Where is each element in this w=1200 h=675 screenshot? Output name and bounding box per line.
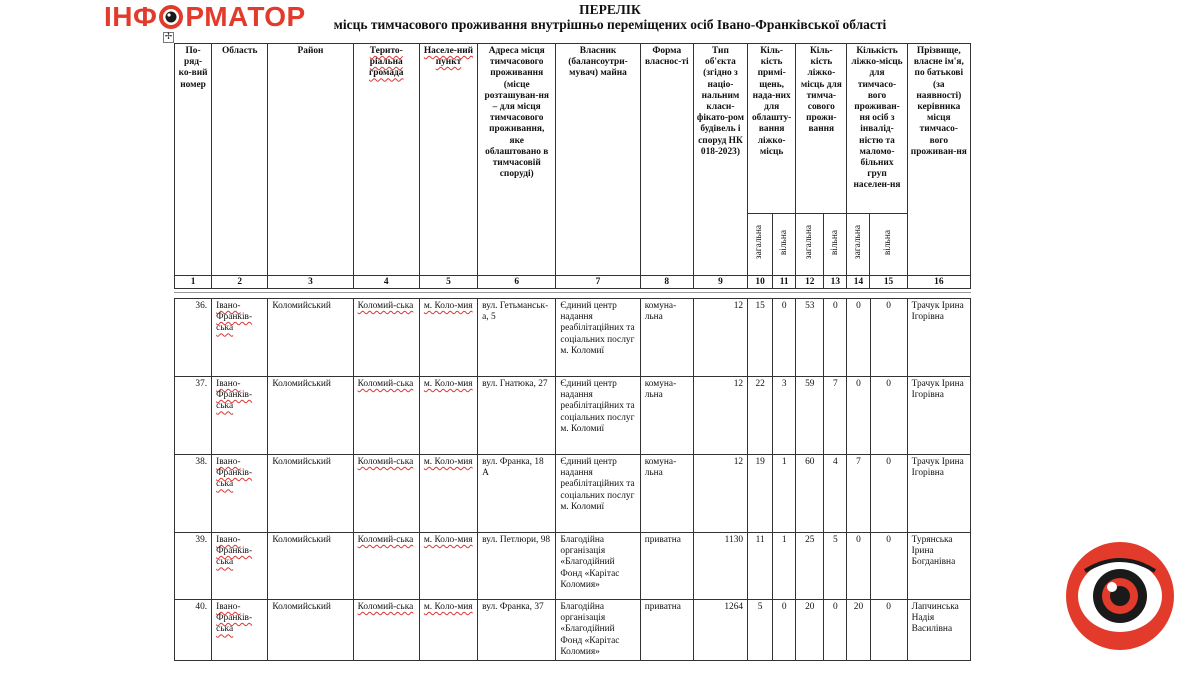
row-disabled-free: 0: [870, 377, 907, 455]
row-district: Коломийський: [268, 299, 353, 377]
subheader-disabled-free: вільна: [870, 214, 907, 276]
col-header-ownership: Форма власнос-ті: [640, 44, 693, 276]
subheader-beds-total: загальна: [796, 214, 824, 276]
col-number-8: 8: [640, 276, 693, 289]
row-rooms-free: 0: [773, 299, 796, 377]
row-head: Трачук Ірина Ігорівна: [907, 299, 970, 377]
row-rooms-total: 5: [748, 600, 773, 661]
row-beds-total: 20: [796, 600, 824, 661]
col-header-region: Область: [212, 44, 268, 276]
subheader-beds-free: вільна: [824, 214, 847, 276]
col-header-hromada: Терито-ріальна громада: [353, 44, 419, 276]
row-ownership: комуна-льна: [640, 299, 693, 377]
row-district: Коломийський: [268, 455, 353, 533]
row-region: Івано-Франків-ська: [212, 299, 268, 377]
row-head: Лапчинська Надія Василівна: [907, 600, 970, 661]
subheader-rooms-free: вільна: [773, 214, 796, 276]
col-header-address: Адреса місця тимчасового проживання (місце розташуван-ня – для місця тимчасового проживання, яке облаштовано в тимчасовій споруді): [478, 44, 556, 276]
row-hromada: Коломий-ська: [353, 377, 419, 455]
brand-text-left: ІНФ: [104, 1, 158, 32]
row-number: 38.: [175, 455, 212, 533]
row-rooms-free: 3: [773, 377, 796, 455]
col-header-district: Район: [268, 44, 353, 276]
table-row: [175, 455, 971, 533]
table-row: [175, 600, 971, 661]
row-beds-total: 25: [796, 533, 824, 600]
document-title: [300, 2, 920, 32]
row-hromada: Коломий-ська: [353, 299, 419, 377]
col-header-disabled-beds: Кількість ліжко-місць для тимчасо-вого проживан-ня осіб з інвалід-ністю та маломо-більних груп населен-ня: [847, 44, 907, 214]
col-number-3: 3: [268, 276, 353, 289]
row-disabled-free: 0: [870, 299, 907, 377]
row-head: Трачук Ірина Ігорівна: [907, 377, 970, 455]
row-disabled-free: 0: [870, 455, 907, 533]
row-beds-total: 60: [796, 455, 824, 533]
row-owner: Єдиний центр надання реабілітаційних та соціальних послуг м. Коломиї: [556, 299, 640, 377]
table-row: [175, 533, 971, 600]
row-object-type: 1264: [693, 600, 747, 661]
row-settlement: м. Коло-мия: [419, 600, 477, 661]
eye-icon: [158, 4, 184, 30]
row-hromada: Коломий-ська: [353, 600, 419, 661]
row-address: вул. Франка, 37: [478, 600, 556, 661]
subheader-rooms-total: загальна: [748, 214, 773, 276]
row-number: 36.: [175, 299, 212, 377]
row-rooms-total: 11: [748, 533, 773, 600]
row-rooms-total: 19: [748, 455, 773, 533]
page-break: [174, 292, 971, 297]
brand-logo: [104, 2, 306, 32]
row-region: Івано-Франків-ська: [212, 533, 268, 600]
row-settlement: м. Коло-мия: [419, 455, 477, 533]
row-district: Коломийський: [268, 377, 353, 455]
row-hromada: Коломий-ська: [353, 455, 419, 533]
col-number-9: 9: [693, 276, 747, 289]
row-rooms-free: 0: [773, 600, 796, 661]
eye-logo-icon: [1065, 541, 1175, 651]
row-number: 37.: [175, 377, 212, 455]
row-ownership: приватна: [640, 533, 693, 600]
brand-text-right: РМАТОР: [185, 1, 306, 32]
row-ownership: комуна-льна: [640, 377, 693, 455]
table-body: [174, 298, 971, 661]
col-number-16: 16: [907, 276, 970, 289]
row-rooms-free: 1: [773, 533, 796, 600]
row-disabled-total: 0: [847, 377, 870, 455]
move-anchor-icon[interactable]: ✢: [164, 32, 173, 42]
row-object-type: 12: [693, 455, 747, 533]
row-owner: Благодійна організація «Благодійний Фонд «Карітас Коломия»: [556, 533, 640, 600]
row-ownership: комуна-льна: [640, 455, 693, 533]
col-header-object-type: Тип об'єкта (згідно з націо-нальним класи-фікато-ром будівель і споруд НК 018-2023): [693, 44, 747, 276]
col-number-2: 2: [212, 276, 268, 289]
row-settlement: м. Коло-мия: [419, 299, 477, 377]
row-rooms-total: 22: [748, 377, 773, 455]
row-region: Івано-Франків-ська: [212, 455, 268, 533]
row-beds-total: 59: [796, 377, 824, 455]
row-beds-free: 0: [824, 299, 847, 377]
col-number-4: 4: [353, 276, 419, 289]
row-address: вул. Гетьманськ-а, 5: [478, 299, 556, 377]
col-number-5: 5: [419, 276, 477, 289]
row-disabled-total: 0: [847, 299, 870, 377]
row-number: 40.: [175, 600, 212, 661]
col-number-10: 10: [748, 276, 773, 289]
row-rooms-free: 1: [773, 455, 796, 533]
row-address: вул. Петлюри, 98: [478, 533, 556, 600]
row-object-type: 12: [693, 377, 747, 455]
row-beds-total: 53: [796, 299, 824, 377]
table-header: [174, 43, 971, 289]
row-settlement: м. Коло-мия: [419, 377, 477, 455]
col-header-rooms: Кіль-кість примі-щень, нада-них для облашту-вання ліжко-місць: [748, 44, 796, 214]
table-row: [175, 299, 971, 377]
row-object-type: 12: [693, 299, 747, 377]
row-beds-free: 5: [824, 533, 847, 600]
row-region: Івано-Франків-ська: [212, 377, 268, 455]
col-header-beds: Кіль-кість ліжко-місць для тимча-сового прожи-вання: [796, 44, 847, 214]
row-disabled-total: 0: [847, 533, 870, 600]
row-disabled-free: 0: [870, 600, 907, 661]
row-disabled-total: 20: [847, 600, 870, 661]
col-number-12: 12: [796, 276, 824, 289]
row-owner: Єдиний центр надання реабілітаційних та соціальних послуг м. Коломиї: [556, 377, 640, 455]
row-beds-free: 7: [824, 377, 847, 455]
subheader-disabled-total: загальна: [847, 214, 870, 276]
row-owner: Єдиний центр надання реабілітаційних та соціальних послуг м. Коломиї: [556, 455, 640, 533]
title-line-2: місць тимчасового проживання внутрішньо переміщених осіб Івано-Франківської області: [333, 17, 887, 32]
row-object-type: 1130: [693, 533, 747, 600]
col-header-owner: Власник (балансоутри-мувач) майна: [556, 44, 640, 276]
col-number-7: 7: [556, 276, 640, 289]
row-beds-free: 4: [824, 455, 847, 533]
col-header-settlement: Населе-ний пункт: [419, 44, 477, 276]
row-ownership: приватна: [640, 600, 693, 661]
col-number-6: 6: [478, 276, 556, 289]
col-number-13: 13: [824, 276, 847, 289]
col-number-1: 1: [175, 276, 212, 289]
row-owner: Благодійна організація «Благодійний Фонд «Карітас Коломия»: [556, 600, 640, 661]
row-rooms-total: 15: [748, 299, 773, 377]
row-disabled-total: 7: [847, 455, 870, 533]
col-number-11: 11: [773, 276, 796, 289]
row-disabled-free: 0: [870, 533, 907, 600]
row-region: Івано-Франків-ська: [212, 600, 268, 661]
col-header-number: По-ряд-ко-вий номер: [175, 44, 212, 276]
table-row: [175, 377, 971, 455]
row-number: 39.: [175, 533, 212, 600]
row-district: Коломийський: [268, 533, 353, 600]
col-number-15: 15: [870, 276, 907, 289]
row-district: Коломийський: [268, 600, 353, 661]
col-header-head: Прізвище, власне ім'я, по батькові (за наявності) керівника місця тимчасо-вого проживан-ня: [907, 44, 970, 276]
row-hromada: Коломий-ська: [353, 533, 419, 600]
row-address: вул. Гнатюка, 27: [478, 377, 556, 455]
col-number-14: 14: [847, 276, 870, 289]
row-head: Турянська Ірина Богданівна: [907, 533, 970, 600]
row-beds-free: 0: [824, 600, 847, 661]
row-settlement: м. Коло-мия: [419, 533, 477, 600]
row-head: Трачук Ірина Ігорівна: [907, 455, 970, 533]
row-address: вул. Франка, 18 А: [478, 455, 556, 533]
title-line-1: ПЕРЕЛІК: [579, 2, 641, 17]
